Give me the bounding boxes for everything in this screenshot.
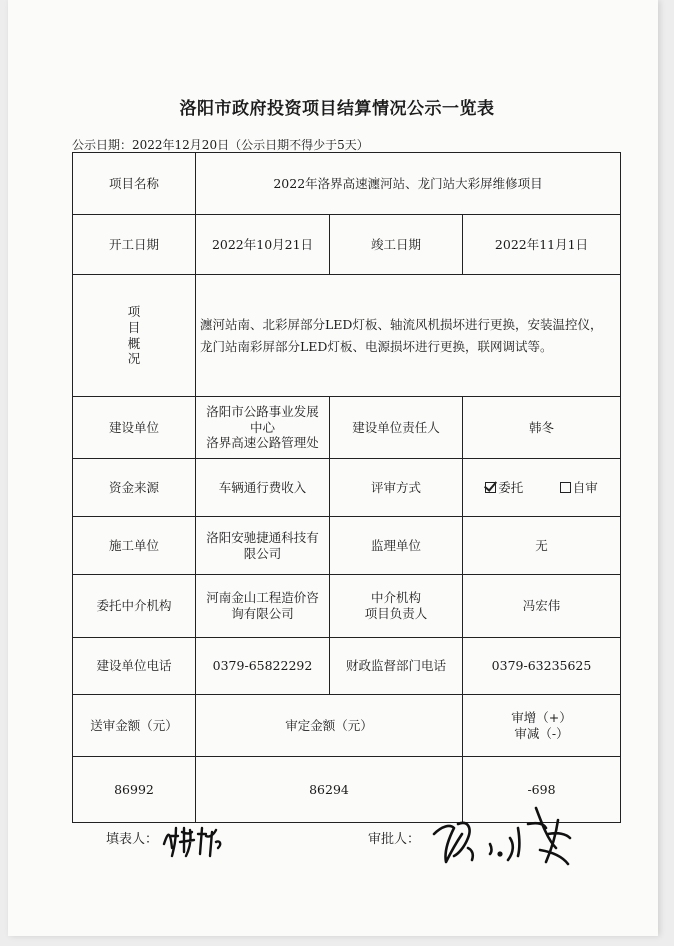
table-row xyxy=(73,517,621,575)
filler-signature xyxy=(160,822,230,862)
document-title: 洛阳市政府投资项目结算情况公示一览表 xyxy=(179,99,495,119)
table-row xyxy=(73,575,621,638)
entrust-checkbox xyxy=(485,480,523,496)
start-date-value: 2022年10月21日 xyxy=(196,215,330,275)
agency-label: 委托中介机构 xyxy=(73,575,196,638)
finance-phone-label: 财政监督部门电话 xyxy=(330,638,463,695)
builder-phone-label: 建设单位电话 xyxy=(73,638,196,695)
agency-value xyxy=(196,575,330,638)
overview-label-char: 项 xyxy=(127,304,141,320)
approved-amount-value: 86294 xyxy=(196,757,463,823)
agency-person-value: 冯宏伟 xyxy=(463,575,621,638)
submitted-amount-value: 86992 xyxy=(73,757,196,823)
table-row xyxy=(73,215,621,275)
agency-person-line: 中介机构 xyxy=(370,590,421,606)
agency-person-line: 项目负责人 xyxy=(364,606,428,621)
builder-line: 洛界高速公路管理处 xyxy=(206,435,319,451)
project-name-label: 项目名称 xyxy=(73,153,196,215)
entrust-label: 委托 xyxy=(498,479,524,495)
table-row xyxy=(73,397,621,459)
builder-phone-value: 0379-65822292 xyxy=(196,638,330,695)
change-label-line: 审减（-） xyxy=(514,725,569,741)
builder-line: 洛阳市公路事业发展 xyxy=(206,404,319,420)
settlement-table xyxy=(72,152,621,823)
agency-person-label xyxy=(330,575,463,638)
filler-label: 填表人： xyxy=(106,832,159,847)
fund-source-label: 资金来源 xyxy=(73,459,196,517)
self-review-label: 自审 xyxy=(572,479,598,495)
signature-row xyxy=(72,822,620,882)
supervisor-label: 监理单位 xyxy=(330,517,463,575)
table-row xyxy=(73,459,621,517)
approver-label: 审批人： xyxy=(368,832,421,847)
unchecked-box-icon xyxy=(560,482,571,493)
review-method-options xyxy=(463,459,621,517)
review-method-label: 评审方式 xyxy=(330,459,463,517)
change-label-line: 审增（+） xyxy=(511,709,572,725)
builder-line: 中心 xyxy=(249,419,275,435)
table-row xyxy=(73,275,621,397)
agency-line: 询有限公司 xyxy=(231,606,294,621)
builder-value xyxy=(196,397,330,459)
approved-amount-label: 审定金额（元） xyxy=(196,695,463,757)
constructor-label: 施工单位 xyxy=(73,517,196,575)
approver-signature xyxy=(428,804,618,874)
table-row xyxy=(73,153,621,215)
change-value: -698 xyxy=(463,757,621,823)
start-date-label: 开工日期 xyxy=(73,215,196,275)
submitted-amount-label: 送审金额（元） xyxy=(73,695,196,757)
supervisor-value: 无 xyxy=(463,517,621,575)
constructor-value xyxy=(196,517,330,575)
overview-label-char: 概 xyxy=(127,335,141,351)
constructor-line: 洛阳安驰捷通科技有 xyxy=(206,529,319,545)
end-date-value: 2022年11月1日 xyxy=(463,215,621,275)
end-date-label: 竣工日期 xyxy=(330,215,463,275)
checked-box-icon xyxy=(485,482,496,493)
table-row xyxy=(73,695,621,757)
builder-person-label: 建设单位责任人 xyxy=(330,397,463,459)
builder-person-value: 韩冬 xyxy=(463,397,621,459)
constructor-line: 限公司 xyxy=(243,545,282,561)
builder-label: 建设单位 xyxy=(73,397,196,459)
overview-value: 瀍河站南、北彩屏部分LED灯板、轴流风机损坏进行更换，安装温控仪，龙门站南彩屏部分LED灯板、电源损坏进行更换，联网调试等。 xyxy=(196,275,621,397)
fund-source-value: 车辆通行费收入 xyxy=(196,459,330,517)
overview-label-char: 目 xyxy=(127,319,141,335)
finance-phone-value: 0379-63235625 xyxy=(463,638,621,695)
overview-label-char: 况 xyxy=(127,351,141,367)
project-name-value: 2022年洛界高速瀍河站、龙门站大彩屏维修项目 xyxy=(196,153,621,215)
agency-line: 河南金山工程造价咨 xyxy=(206,590,319,606)
self-review-checkbox xyxy=(560,480,598,496)
overview-label xyxy=(73,275,196,397)
table-row xyxy=(73,638,621,695)
publish-date: 公示日期：2022年12月20日（公示日期不得少于5天） xyxy=(72,138,369,152)
change-label xyxy=(463,695,621,757)
